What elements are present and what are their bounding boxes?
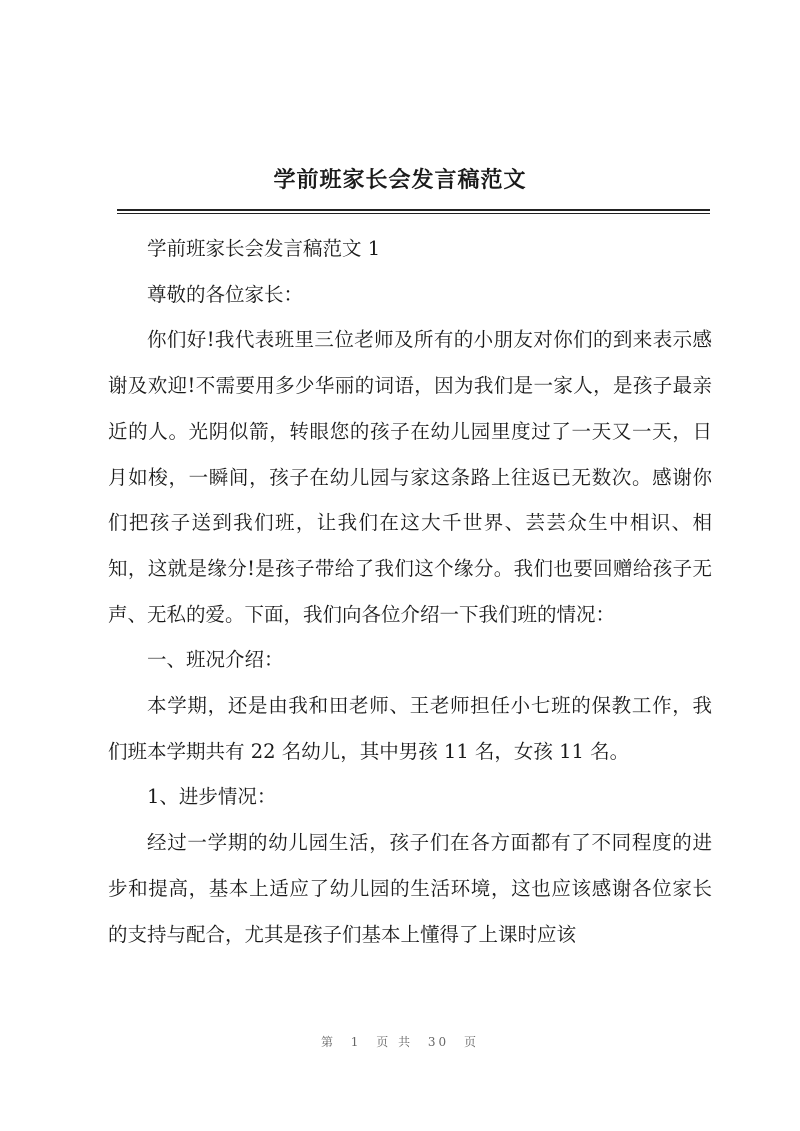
footer-label-page: 第 [320, 1035, 336, 1049]
title-divider [117, 209, 710, 211]
subheading: 一、班况介绍： [147, 648, 284, 672]
body-paragraph: 本学期，还是由我和田老师、王老师担任小七班的保教工作，我们班本学期共有 22 名幼儿，其中男孩 11 名，女孩 11 名。 [108, 694, 712, 763]
body-paragraph: 你们好!我代表班里三位老师及所有的小朋友对你们的到来表示感谢及欢迎!不需要用多少华丽的词语，因为我们是一家人，是孩子最亲近的人。光阴似箭，转眼您的孩子在幼儿园里度过了一天又一天，日月如梭，一瞬间，孩子在幼儿园与家这条路上往返已无数次。感谢你们把孩子送到我们班，让我们在这大千世界、芸芸众生中相识、相知，这就是缘分!是孩子带给了我们这个缘分。我们也要回赠给孩子无声、无私的爱。下面，我们向各位介绍一下我们班的情况： [108, 328, 712, 626]
body-paragraph: 经过一学期的幼儿园生活，孩子们在各方面都有了不同程度的进步和提高，基本上适应了幼儿园的生活环境，这也应该感谢各位家长的支持与配合，尤其是孩子们基本上懂得了上课时应该 [108, 831, 712, 946]
document-body [108, 226, 712, 957]
salutation: 尊敬的各位家长： [147, 282, 304, 306]
footer-total-pages: 30 [427, 1035, 450, 1049]
footer-current-page: 1 [350, 1035, 362, 1049]
document-title: 学前班家长会发言稿范文 [273, 167, 527, 193]
section-heading: 学前班家长会发言稿范文 1 [147, 237, 381, 260]
subheading: 1、进步情况： [147, 785, 277, 809]
page-footer [0, 1033, 800, 1050]
footer-label-of: 页 共 [376, 1035, 414, 1049]
footer-label-pages: 页 [464, 1035, 480, 1049]
